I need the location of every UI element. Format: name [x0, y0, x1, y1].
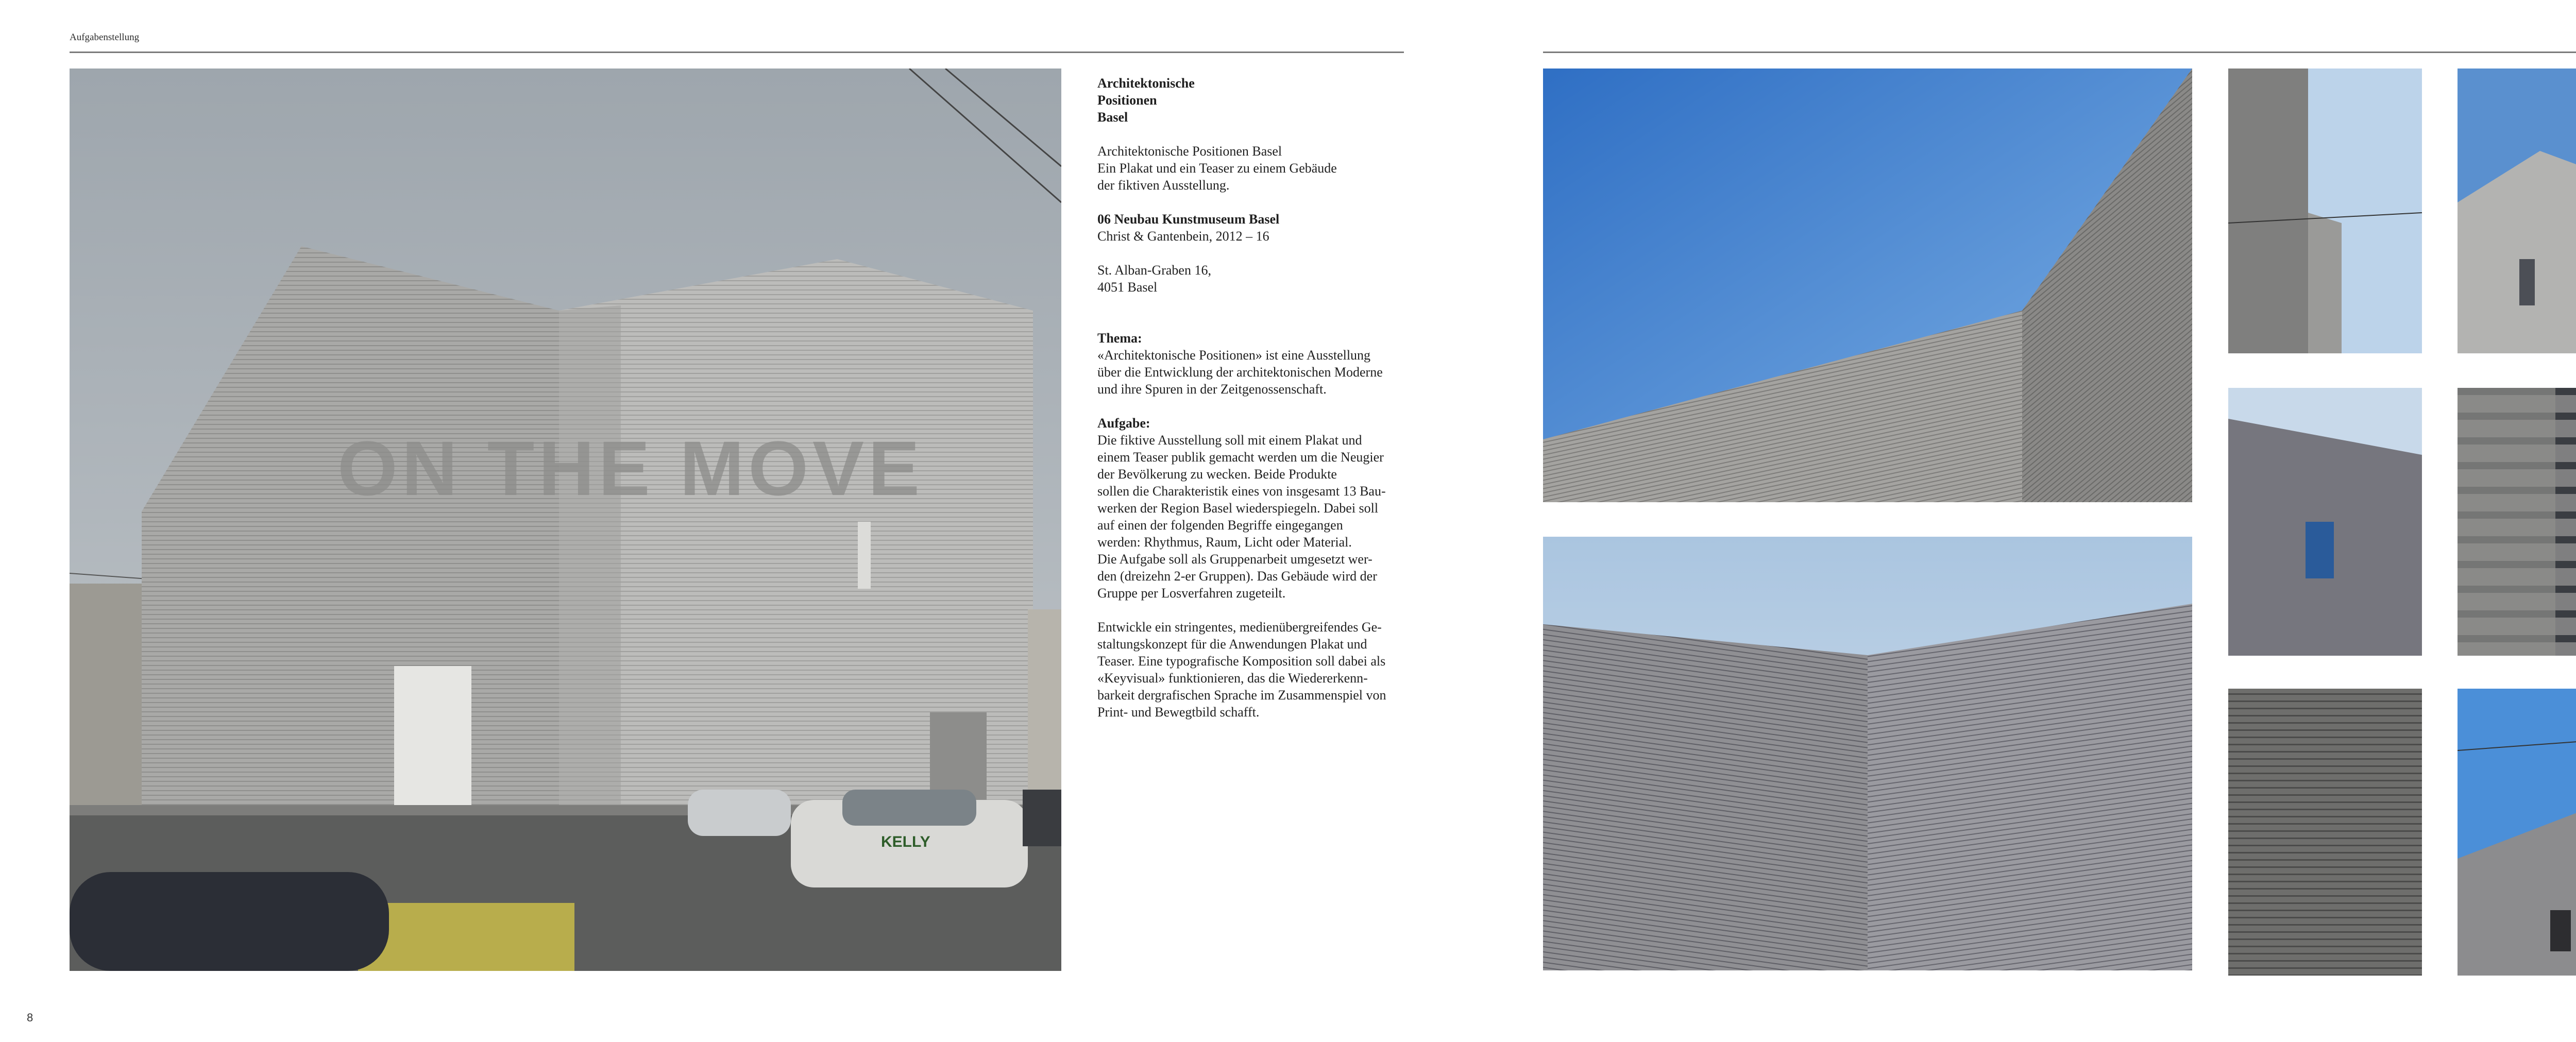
closing-text: Entwickle ein stringentes, medienübergreifendes Ge- staltungskonzept für die Anwendungen Plakat und Teaser. Eine typografische Komposition soll dabei als «Keyvisual» funktionieren, das die Wiedererkenn- barkeit dergrafischen Sprache im Zusammenspiel von Print- und Bewegtbild schafft.: [1097, 620, 1386, 720]
research-photo-9: [2228, 689, 2422, 976]
section-label-left: Aufgabenstellung: [70, 32, 140, 43]
aufgabe-label: Aufgabe:: [1097, 416, 1150, 431]
thema-text: «Architektonische Positionen» ist eine Ausstellung über die Entwicklung der architektonischen Moderne und ihre Spuren in der Zeitgenossenschaft.: [1097, 348, 1383, 397]
thema-label: Thema:: [1097, 331, 1142, 346]
header-rule-right: [1543, 52, 2576, 53]
car-plate-text: KELLY: [881, 833, 930, 850]
research-photo-6: [2228, 388, 2422, 656]
description-text: [1097, 75, 1406, 738]
intro-text: Architektonische Positionen Basel Ein Plakat und ein Teaser zu einem Gebäude der fiktiven Ausstellung.: [1097, 144, 1337, 193]
research-photo-3: [2228, 69, 2422, 353]
research-photo-2: [1543, 537, 2192, 970]
research-photo-4: [2458, 69, 2576, 353]
address: St. Alban-Graben 16, 4051 Basel: [1097, 263, 1211, 295]
research-photo-7: [2458, 388, 2576, 656]
architects: Christ & Gantenbein, 2012 – 16: [1097, 229, 1269, 244]
research-photo-10: [2458, 689, 2576, 976]
page-title: Architektonische Positionen Basel: [1097, 76, 1195, 125]
research-photo-1: [1543, 69, 2192, 502]
header-rule-left: [70, 52, 1404, 53]
kunstmuseum-main-photo: [70, 69, 1061, 971]
aufgabe-text: Die fiktive Ausstellung soll mit einem Plakat und einem Teaser publik gemacht werden um die Neugier der Bevölkerung zu wecken. Beide Produkte sollen die Charakteristik eines von insgesamt 13 Bau- werken der Region Basel wiederspiegeln. Dabei soll auf einen der folgenden Begriffe eingegangen werden: Rhythmus, Raum, Licht oder Material. Die Aufgabe soll als Gruppenarbeit umgesetzt wer- den (dreizehn 2-er Gruppen). Das Gebäude wird der Gruppe per Losverfahren zugeteilt.: [1097, 433, 1386, 601]
building-name: 06 Neubau Kunstmuseum Basel: [1097, 212, 1280, 227]
facade-lettering: ON THE MOVE: [337, 425, 924, 511]
page-number-left: 8: [27, 1011, 33, 1024]
